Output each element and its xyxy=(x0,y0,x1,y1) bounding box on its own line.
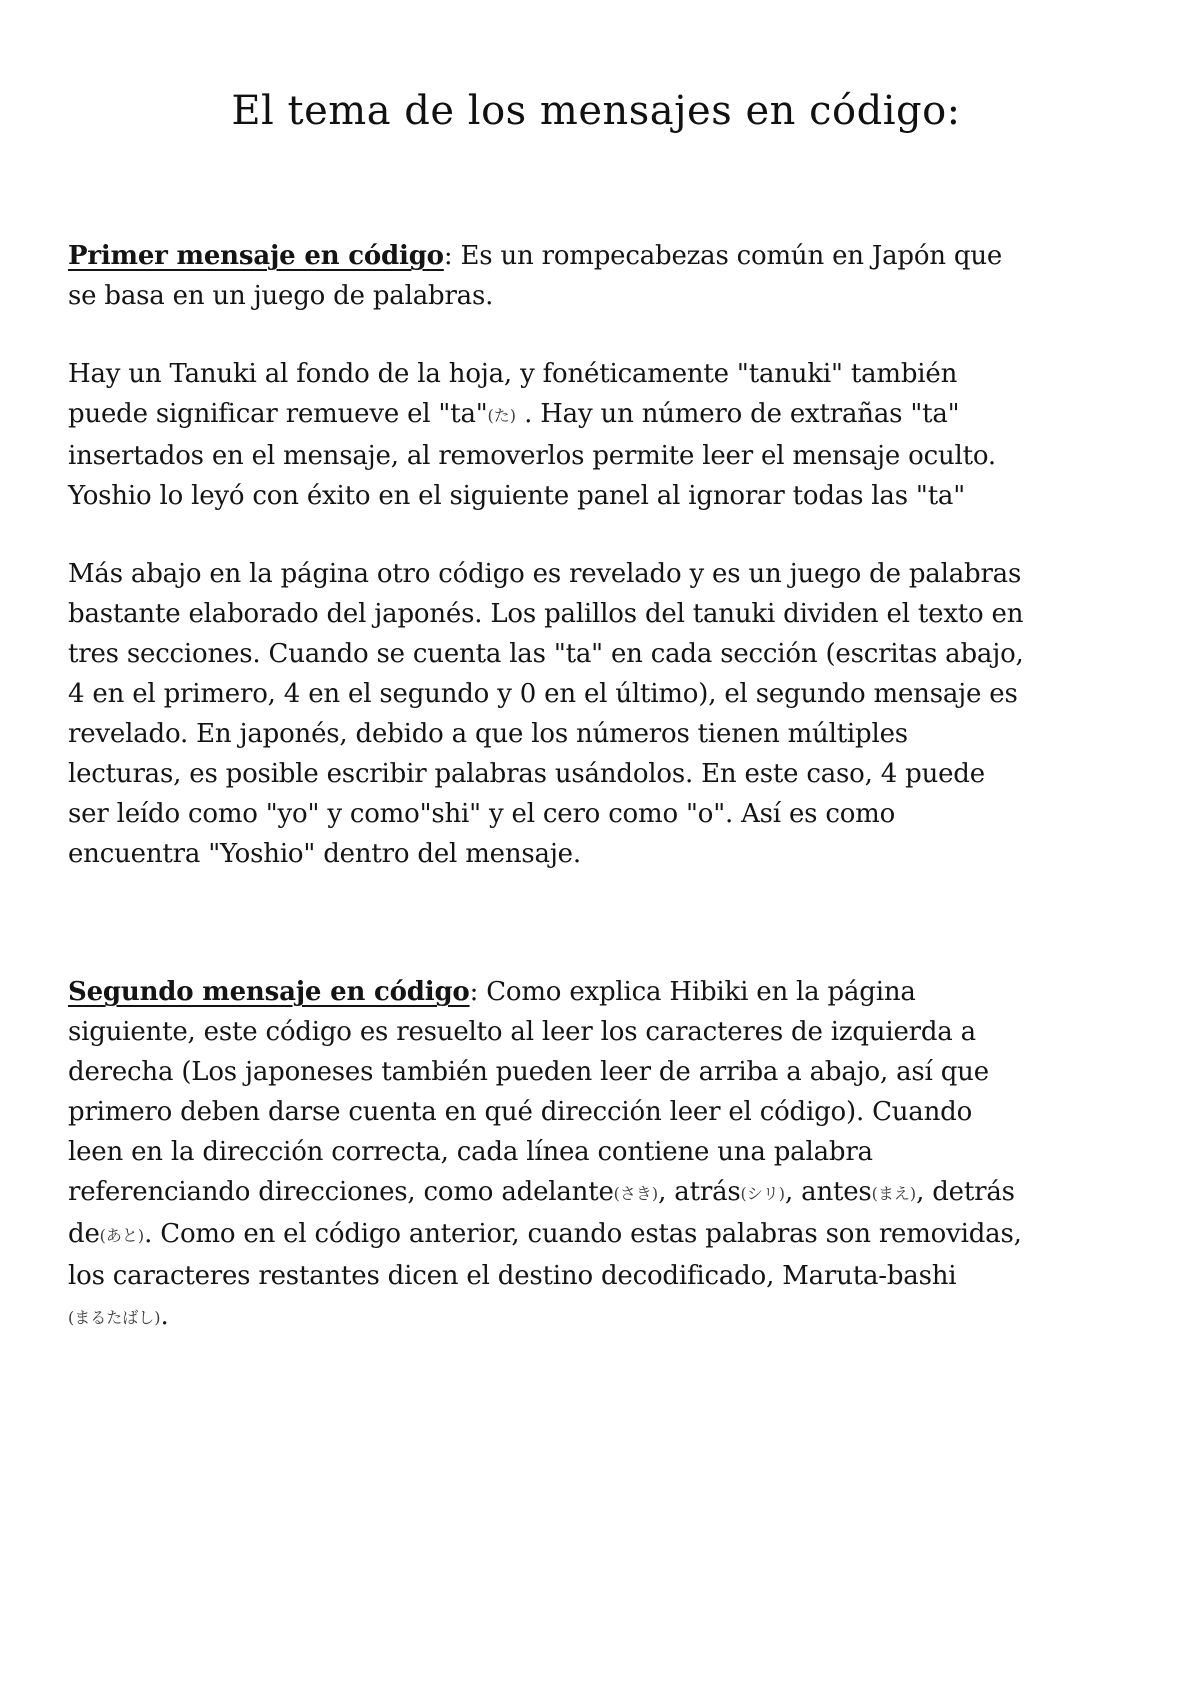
segundo-text-b: , atrás xyxy=(658,1177,741,1207)
segundo-text-c: , antes xyxy=(785,1177,872,1207)
paragraph-second-code-reveal xyxy=(68,554,1026,874)
segundo-text-d: , detrás de xyxy=(68,1177,1015,1249)
furigana-saki: (さき) xyxy=(613,1184,659,1203)
furigana-marutabashi: (まるたばし) xyxy=(68,1308,161,1327)
furigana-mae: (まえ) xyxy=(871,1184,917,1203)
segundo-text-f: . xyxy=(160,1301,169,1331)
tanuki-text-a: Hay un Tanuki al fondo de la hoja, y fonéticamente "tanuki" también puede significar remueve el "ta" xyxy=(68,359,958,429)
furigana-shiri: (シリ) xyxy=(740,1184,786,1203)
paragraph-segundo-mensaje xyxy=(68,972,1026,1338)
codigo-numeros-text: Más abajo en la página otro código es revelado y es un juego de palabras bastante elaborado del japonés. Los palillos del tanuki dividen el texto en tres secciones. Cuando se cuenta las "ta" en cada sección (escritas abajo, 4 en el primero, 4 en el segundo y 0 en el último), el segundo mensaje es revelado. En japonés, debido a que los números tienen múltiples lecturas, es posible escribir palabras usándolos. En este caso, 4 puede ser leído como "yo" y como"shi" y el cero como "o". Así es como encuentra "Yoshio" dentro del mensaje. xyxy=(68,559,1024,869)
primer-mensaje-heading: Primer mensaje en código xyxy=(68,241,444,271)
paragraph-primer-intro xyxy=(68,236,1026,316)
primer-intro-text: : Es un rompecabezas común en Japón que se basa en un juego de palabras. xyxy=(68,241,1003,311)
segundo-text-a: : Como explica Hibiki en la página siguiente, este código es resuelto al leer los caracteres de izquierda a derecha (Los japoneses también pueden leer de arriba a abajo, así que primero deben darse cuenta en qué dirección leer el código). Cuando leen en la dirección correcta, cada línea contiene una palabra referenciando direcciones, como adelante xyxy=(68,977,989,1207)
furigana-ta: (た) xyxy=(487,406,517,425)
segundo-text-e: . Como en el código anterior, cuando estas palabras son removidas, los caracteres restantes dicen el destino decodificado, Maruta-bashi xyxy=(68,1219,1022,1291)
paragraph-tanuki-explanation xyxy=(68,354,1026,516)
furigana-ato: (あと) xyxy=(99,1226,145,1245)
page-title: El tema de los mensajes en código: xyxy=(231,88,961,134)
segundo-mensaje-heading: Segundo mensaje en código xyxy=(68,977,470,1007)
tanuki-text-b: . Hay un número de extrañas "ta" insertados en el mensaje, al removerlos permite leer el mensaje oculto. Yoshio lo leyó con éxito en el siguiente panel al ignorar todas las "ta" xyxy=(68,399,996,511)
